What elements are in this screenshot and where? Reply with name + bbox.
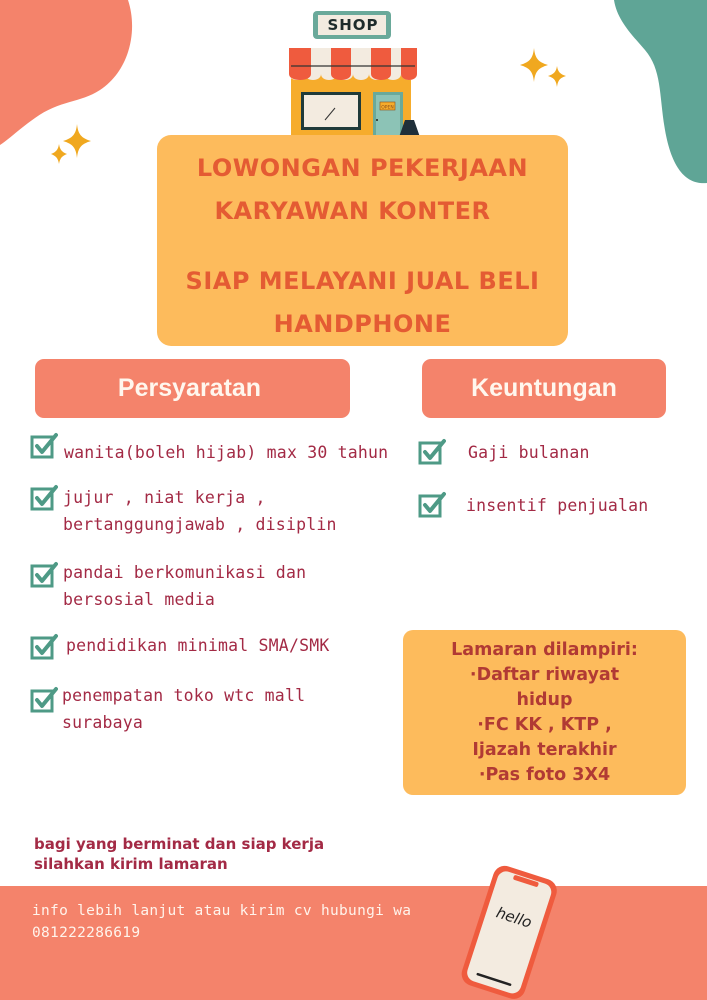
cta-line: bagi yang berminat dan siap kerja: [34, 835, 325, 853]
benefit-text: insentif penjualan: [466, 496, 649, 515]
requirement-text: bertanggungjawab , disiplin: [63, 515, 337, 534]
requirement-item: [30, 484, 337, 538]
checkbox-checked-icon: [30, 484, 58, 512]
subtitle-line: HANDPHONE: [273, 310, 452, 338]
benefit-item: [418, 491, 648, 519]
attachment-item: ·Daftar riwayat: [469, 664, 620, 685]
cta-line: silahkan kirim lamaran: [34, 855, 228, 873]
requirement-text: penempatan toko wtc mall: [62, 686, 306, 705]
checkbox-checked-icon: [30, 686, 58, 714]
call-to-action: [34, 834, 324, 874]
requirement-text: pendidikan minimal SMA/SMK: [66, 636, 330, 655]
title-line: LOWONGAN PEKERJAAN: [196, 154, 529, 182]
subtitle-line: SIAP MELAYANI JUAL BELI: [185, 267, 540, 295]
attachments-heading: Lamaran dilampiri:: [451, 639, 638, 660]
checkbox-checked-icon: [30, 561, 58, 589]
sparkle-icon: [520, 44, 572, 94]
sparkle-icon: [47, 122, 97, 172]
application-attachments-box: [403, 630, 686, 795]
requirement-text: surabaya: [62, 713, 144, 732]
requirement-item: [30, 432, 388, 466]
phone-hello-illustration: [455, 860, 565, 1000]
requirement-text: pandai berkomunikasi dan: [63, 563, 307, 582]
requirement-text: bersosial media: [63, 590, 216, 609]
requirement-item: [30, 561, 306, 613]
svg-text:hello: hello: [493, 903, 535, 932]
requirements-header: Persyaratan: [35, 359, 350, 418]
attachment-item: hidup: [516, 689, 573, 710]
benefit-item: [418, 438, 590, 466]
contact-phone-number[interactable]: 081222286619: [32, 925, 141, 941]
checkbox-checked-icon: [418, 491, 446, 519]
requirement-text: wanita(boleh hijab) max 30 tahun: [64, 443, 389, 462]
contact-info: [32, 900, 411, 944]
requirement-text: jujur , niat kerja ,: [63, 488, 266, 507]
checkbox-checked-icon: [30, 432, 58, 460]
attachment-item: ·FC KK , KTP ,: [477, 714, 612, 735]
requirement-item: [30, 633, 329, 661]
attachment-item: ·Pas foto 3X4: [478, 764, 611, 785]
svg-text:OPEN: OPEN: [381, 105, 394, 111]
job-title-banner: [157, 135, 568, 346]
teal-blob-decoration: [597, 0, 707, 190]
shop-sign-text: SHOP: [327, 16, 379, 34]
benefit-text: Gaji bulanan: [468, 443, 590, 462]
benefits-header: Keuntungan: [422, 359, 666, 418]
requirement-item: [30, 686, 305, 736]
contact-text: info lebih lanjut atau kirim cv hubungi wa: [32, 903, 412, 919]
checkbox-checked-icon: [418, 438, 446, 466]
attachment-item: Ijazah terakhir: [472, 739, 617, 760]
checkbox-checked-icon: [30, 633, 58, 661]
title-line: KARYAWAN KONTER: [214, 197, 491, 225]
